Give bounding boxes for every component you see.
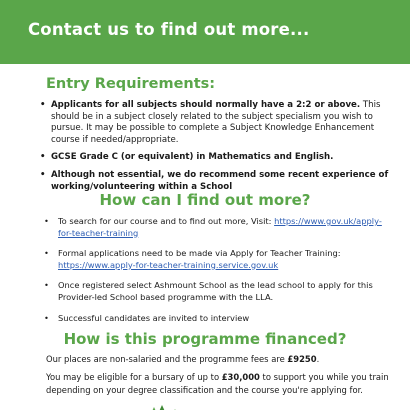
list-item: • To search for our course and to find out more, Visit: https://www.gov.uk/apply-for-teacher-training [44,216,390,239]
find-out-more-list [44,216,390,333]
list-item: • Applicants for all subjects should normally have a 2:2 or above. This should be in a subject closely related to the subject specialism you wish to pursue. It may be possible to complete a Subject Knowledge Enhancement course if needed/appropriate. [40,100,392,146]
fees-paragraph: Our places are non-salaried and the programme fees are £9250. [46,354,320,364]
list-item: • Successful candidates are invited to interview [44,313,390,325]
list-item: • Formal applications need to be made via Apply for Teacher Training: https://www.apply-for-teacher-training.service.gov.uk [44,248,390,271]
leaf-logo-icon [148,401,208,410]
bursary-paragraph: You may be eligible for a bursary of up to £30,000 to support you while you train depending on your degree classification and the course you're applying for. [46,372,389,395]
banner-title: Contact us to find out more... [28,20,310,39]
entry-requirements-list [40,100,392,199]
financing-heading: How is this programme financed? [63,330,347,348]
list-item: • Although not essential, we do recommend some recent experience of working/volunteering within a School [40,170,392,193]
list-item: • GCSE Grade C (or equivalent) in Mathematics and English. [40,152,392,164]
gov-uk-link[interactable]: https://www.gov.uk/apply-for-teacher-training [58,216,382,238]
find-out-more-heading: How can I find out more? [99,191,311,209]
entry-requirements-heading: Entry Requirements: [46,76,216,92]
apply-service-link[interactable]: https://www.apply-for-teacher-training.service.gov.uk [58,259,279,270]
list-item: • Once registered select Ashmount School as the lead school to apply for this Provider-led School based programme with the LLA. [44,280,390,303]
header-banner [0,0,410,64]
